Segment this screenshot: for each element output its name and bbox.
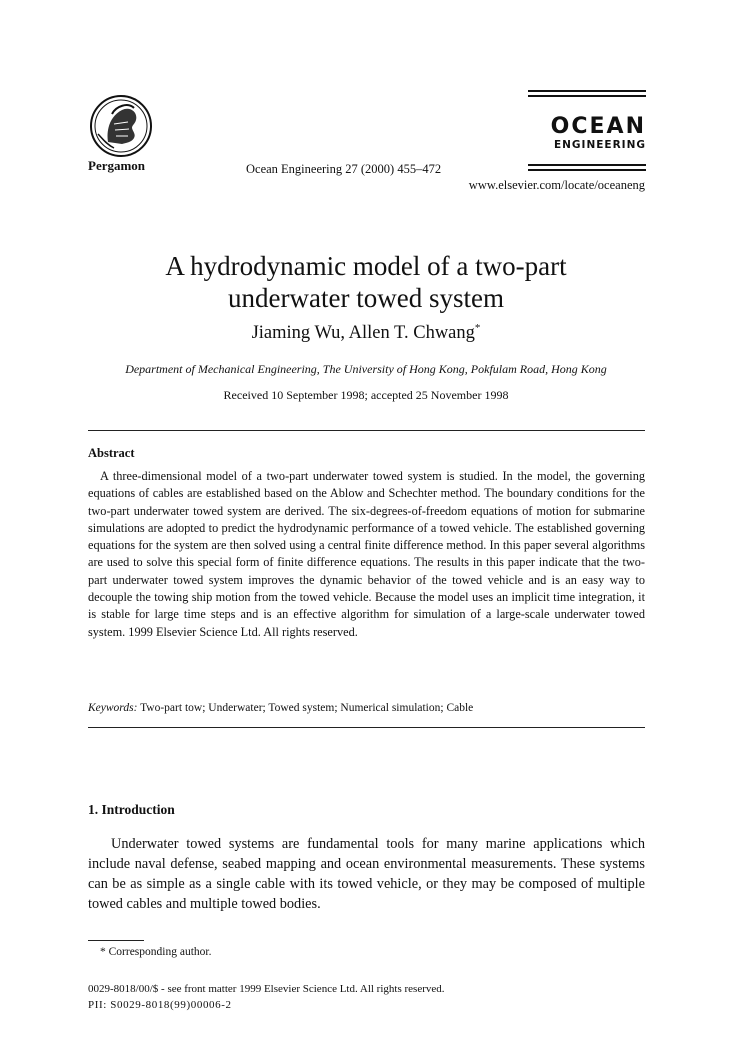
title-line-2: underwater towed system — [228, 283, 504, 313]
journal-url-link[interactable]: www.elsevier.com/locate/oceaneng — [468, 178, 645, 192]
journal-logo — [528, 90, 646, 170]
author-list — [0, 322, 732, 344]
keywords — [88, 702, 645, 714]
logo-rule — [528, 169, 646, 171]
logo-rule — [528, 95, 646, 97]
section-heading-introduction: 1. Introduction — [88, 802, 175, 817]
logo-rule — [528, 164, 646, 166]
keywords-list: Two-part tow; Underwater; Towed system; Numerical simulation; Cable — [140, 702, 474, 714]
title-line-1: A hydrodynamic model of a two-part — [165, 251, 567, 281]
footnote-corresponding-author: * Corresponding author. — [100, 946, 212, 958]
affiliation: Department of Mechanical Engineering, The University of Hong Kong, Pokfulam Road, Hong Kong — [125, 362, 607, 376]
abstract-body: A three-dimensional model of a two-part underwater towed system is studied. In the model, the governing equations of cables are established based on the Ablow and Schechter method. The boundary conditions for the two-part underwater towed system are derived. The six-degrees-of-freedom equations of motion for submarine simulations are adopted to predict the hydrodynamic performance of a towed vehicle. The established governing equations for the system are then solved using a central finite difference method. In this paper several algorithms are used to solve this special form of finite difference equations. The results in this paper indicate that the two-part underwater towed system improves the dynamic behavior of the towed vehicle and is an easy way to decouple the towing ship motion from the towed vehicle. Because the model uses an implicit time integration, it is stable for large time steps and is an effective algorithm for simulation of a large-scale underwater towed system. 1999 Elsevier Science Ltd. All rights reserved. — [88, 469, 645, 639]
author-names: Jiaming Wu, Allen T. Chwang — [251, 323, 475, 344]
copyright-line: 0029-8018/00/$ - see front matter 1999 Elsevier Science Ltd. All rights reserved. — [88, 983, 445, 995]
divider — [88, 727, 645, 728]
pergamon-emblem-logo — [88, 94, 154, 158]
pii-identifier: PII: S0029-8018(99)00006-2 — [88, 999, 232, 1011]
divider — [88, 430, 645, 431]
corresponding-author-marker[interactable]: * — [474, 322, 481, 334]
publisher-name: Pergamon — [88, 158, 146, 173]
received-dates: Received 10 September 1998; accepted 25 November 1998 — [223, 388, 509, 402]
introduction-paragraph: Underwater towed systems are fundamental tools for many marine applications which include naval defense, seabed mapping and ocean environmental measurements. These systems can be as simple as a single cable with its towed vehicle, or they may be composed of multiple towed cables and multiple towed bodies. — [88, 836, 645, 912]
logo-rule — [528, 90, 646, 92]
footnote-rule — [88, 940, 144, 941]
logo-word-ocean: OCEAN — [550, 114, 646, 139]
keywords-label: Keywords: — [88, 702, 138, 714]
abstract-heading: Abstract — [88, 446, 135, 460]
journal-citation: Ocean Engineering 27 (2000) 455–472 — [246, 162, 442, 176]
logo-word-engineering: ENGINEERING — [553, 139, 646, 151]
article-title — [0, 250, 732, 314]
